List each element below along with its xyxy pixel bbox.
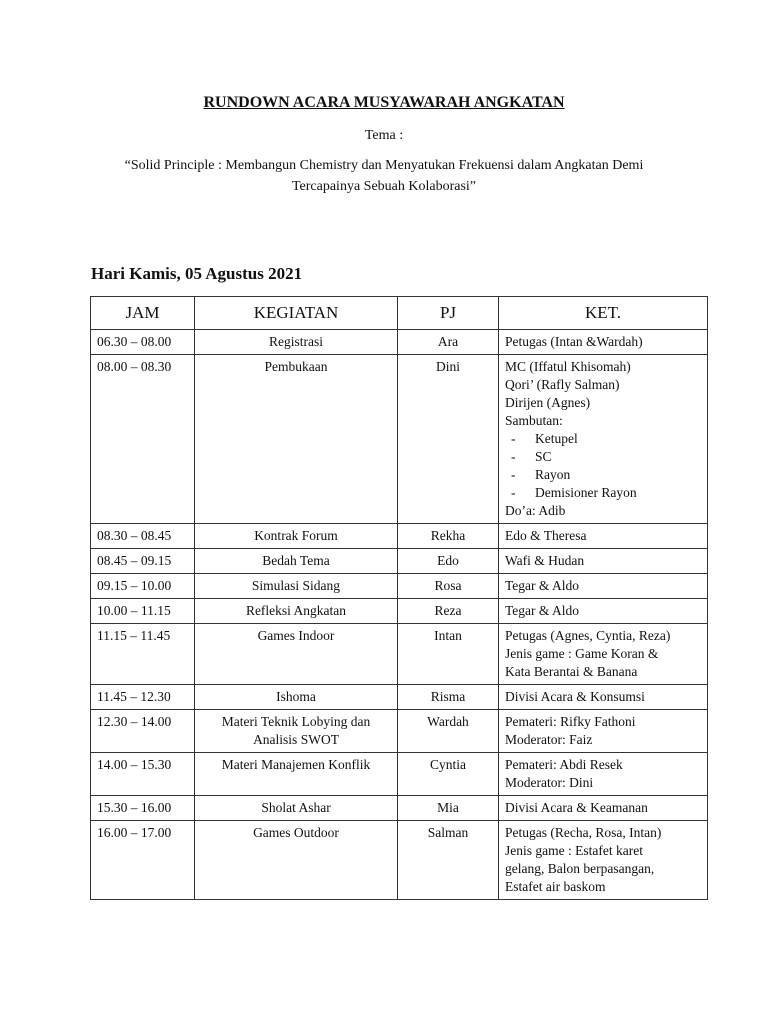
cell-ket — [499, 574, 708, 599]
ket-line: Jenis game : Estafet karet — [505, 843, 643, 858]
table-header-row — [91, 297, 708, 330]
cell-pj: Rosa — [398, 574, 499, 599]
cell-jam: 09.15 – 10.00 — [91, 574, 195, 599]
table-row — [91, 549, 708, 574]
kegiatan-line: Sholat Ashar — [261, 800, 331, 815]
tema-text — [110, 155, 658, 197]
rundown-table — [90, 296, 708, 900]
cell-ket — [499, 821, 708, 900]
ket-line: gelang, Balon berpasangan, — [505, 861, 655, 876]
column-header-ket: KET. — [499, 297, 708, 330]
table-row — [91, 710, 708, 753]
ket-line: Pemateri: Abdi Resek — [505, 757, 623, 772]
ket-line: Moderator: Dini — [505, 775, 594, 790]
cell-jam: 16.00 – 17.00 — [91, 821, 195, 900]
cell-kegiatan — [195, 821, 398, 900]
ket-list-item — [505, 448, 701, 466]
table-row — [91, 599, 708, 624]
ket-line: Petugas (Intan &Wardah) — [505, 334, 643, 349]
kegiatan-line: Bedah Tema — [262, 553, 330, 568]
dash-bullet-icon: - — [511, 467, 516, 482]
cell-ket — [499, 710, 708, 753]
ket-line: Qori’ (Rafly Salman) — [505, 377, 620, 392]
cell-kegiatan — [195, 753, 398, 796]
ket-line: Sambutan: — [505, 413, 563, 428]
tema-line-1: “Solid Principle : Membangun Chemistry dan Menyatukan Frekuensi dalam Angkatan Demi — [124, 158, 644, 173]
ket-list-item-text: Demisioner Rayon — [535, 485, 637, 500]
table-row — [91, 574, 708, 599]
cell-kegiatan — [195, 624, 398, 685]
cell-jam: 08.30 – 08.45 — [91, 524, 195, 549]
ket-list-item — [505, 430, 701, 448]
cell-pj: Mia — [398, 796, 499, 821]
table-row — [91, 330, 708, 355]
ket-list-item — [505, 484, 701, 502]
cell-pj: Salman — [398, 821, 499, 900]
column-header-jam: JAM — [91, 297, 195, 330]
cell-pj: Wardah — [398, 710, 499, 753]
cell-pj: Risma — [398, 685, 499, 710]
cell-kegiatan — [195, 549, 398, 574]
tema-line-2: Tercapainya Sebuah Kolaborasi” — [291, 179, 477, 194]
cell-jam: 15.30 – 16.00 — [91, 796, 195, 821]
cell-kegiatan — [195, 685, 398, 710]
cell-pj: Ara — [398, 330, 499, 355]
cell-ket — [499, 330, 708, 355]
cell-pj: Cyntia — [398, 753, 499, 796]
cell-ket — [499, 599, 708, 624]
table-row — [91, 821, 708, 900]
cell-ket — [499, 524, 708, 549]
table-row — [91, 685, 708, 710]
cell-jam: 06.30 – 08.00 — [91, 330, 195, 355]
cell-ket — [499, 549, 708, 574]
cell-kegiatan — [195, 330, 398, 355]
kegiatan-line: Registrasi — [269, 334, 323, 349]
cell-jam: 11.45 – 12.30 — [91, 685, 195, 710]
table-row — [91, 753, 708, 796]
ket-list-item-text: SC — [535, 449, 552, 464]
table-row — [91, 624, 708, 685]
cell-ket — [499, 624, 708, 685]
cell-kegiatan — [195, 796, 398, 821]
cell-pj: Rekha — [398, 524, 499, 549]
ket-line: Divisi Acara & Keamanan — [505, 800, 648, 815]
cell-pj: Reza — [398, 599, 499, 624]
kegiatan-line: Ishoma — [276, 689, 316, 704]
ket-list-item-text: Rayon — [535, 467, 571, 482]
ket-line: Moderator: Faiz — [505, 732, 593, 747]
ket-line: Tegar & Aldo — [505, 578, 580, 593]
cell-jam: 14.00 – 15.30 — [91, 753, 195, 796]
ket-line: Wafi & Hudan — [505, 553, 585, 568]
kegiatan-line: Pembukaan — [264, 359, 328, 374]
cell-kegiatan — [195, 524, 398, 549]
table-row — [91, 355, 708, 524]
cell-kegiatan — [195, 574, 398, 599]
ket-line: MC (Iffatul Khisomah) — [505, 359, 631, 374]
dash-bullet-icon: - — [511, 431, 516, 446]
cell-ket — [499, 753, 708, 796]
kegiatan-line: Materi Manajemen Konflik — [221, 757, 371, 772]
day-heading: Hari Kamis, 05 Agustus 2021 — [91, 264, 303, 283]
cell-jam: 12.30 – 14.00 — [91, 710, 195, 753]
cell-kegiatan — [195, 355, 398, 524]
kegiatan-line: Games Outdoor — [253, 825, 339, 840]
column-header-kegiatan: KEGIATAN — [195, 297, 398, 330]
table-row — [91, 796, 708, 821]
dash-bullet-icon: - — [511, 449, 516, 464]
ket-line: Estafet air baskom — [505, 879, 606, 894]
kegiatan-line: Refleksi Angkatan — [245, 603, 347, 618]
cell-kegiatan — [195, 710, 398, 753]
table-body — [91, 330, 708, 900]
cell-ket — [499, 355, 708, 524]
ket-line: Do’a: Adib — [505, 503, 566, 518]
kegiatan-line: Materi Teknik Lobying dan — [221, 714, 371, 729]
document-title: RUNDOWN ACARA MUSYAWARAH ANGKATAN — [203, 94, 565, 111]
cell-jam: 10.00 – 11.15 — [91, 599, 195, 624]
cell-ket — [499, 796, 708, 821]
kegiatan-line: Analisis SWOT — [253, 732, 339, 747]
ket-line: Tegar & Aldo — [505, 603, 580, 618]
kegiatan-line: Games Indoor — [257, 628, 335, 643]
kegiatan-line: Simulasi Sidang — [251, 578, 341, 593]
ket-list-item-text: Ketupel — [535, 431, 578, 446]
table-row — [91, 524, 708, 549]
ket-line: Kata Berantai & Banana — [505, 664, 638, 679]
cell-pj: Intan — [398, 624, 499, 685]
tema-label: Tema : — [364, 128, 404, 143]
cell-jam: 11.15 – 11.45 — [91, 624, 195, 685]
cell-pj: Dini — [398, 355, 499, 524]
ket-line: Petugas (Recha, Rosa, Intan) — [505, 825, 662, 840]
column-header-pj: PJ — [398, 297, 499, 330]
cell-jam: 08.00 – 08.30 — [91, 355, 195, 524]
ket-line: Edo & Theresa — [505, 528, 587, 543]
cell-pj: Edo — [398, 549, 499, 574]
kegiatan-line: Kontrak Forum — [254, 528, 338, 543]
ket-line: Pemateri: Rifky Fathoni — [505, 714, 636, 729]
ket-line: Petugas (Agnes, Cyntia, Reza) — [505, 628, 671, 643]
ket-line: Jenis game : Game Koran & — [505, 646, 659, 661]
ket-list-item — [505, 466, 701, 484]
cell-kegiatan — [195, 599, 398, 624]
dash-bullet-icon: - — [511, 485, 516, 500]
cell-jam: 08.45 – 09.15 — [91, 549, 195, 574]
ket-line: Dirijen (Agnes) — [505, 395, 591, 410]
cell-ket — [499, 685, 708, 710]
ket-line: Divisi Acara & Konsumsi — [505, 689, 645, 704]
